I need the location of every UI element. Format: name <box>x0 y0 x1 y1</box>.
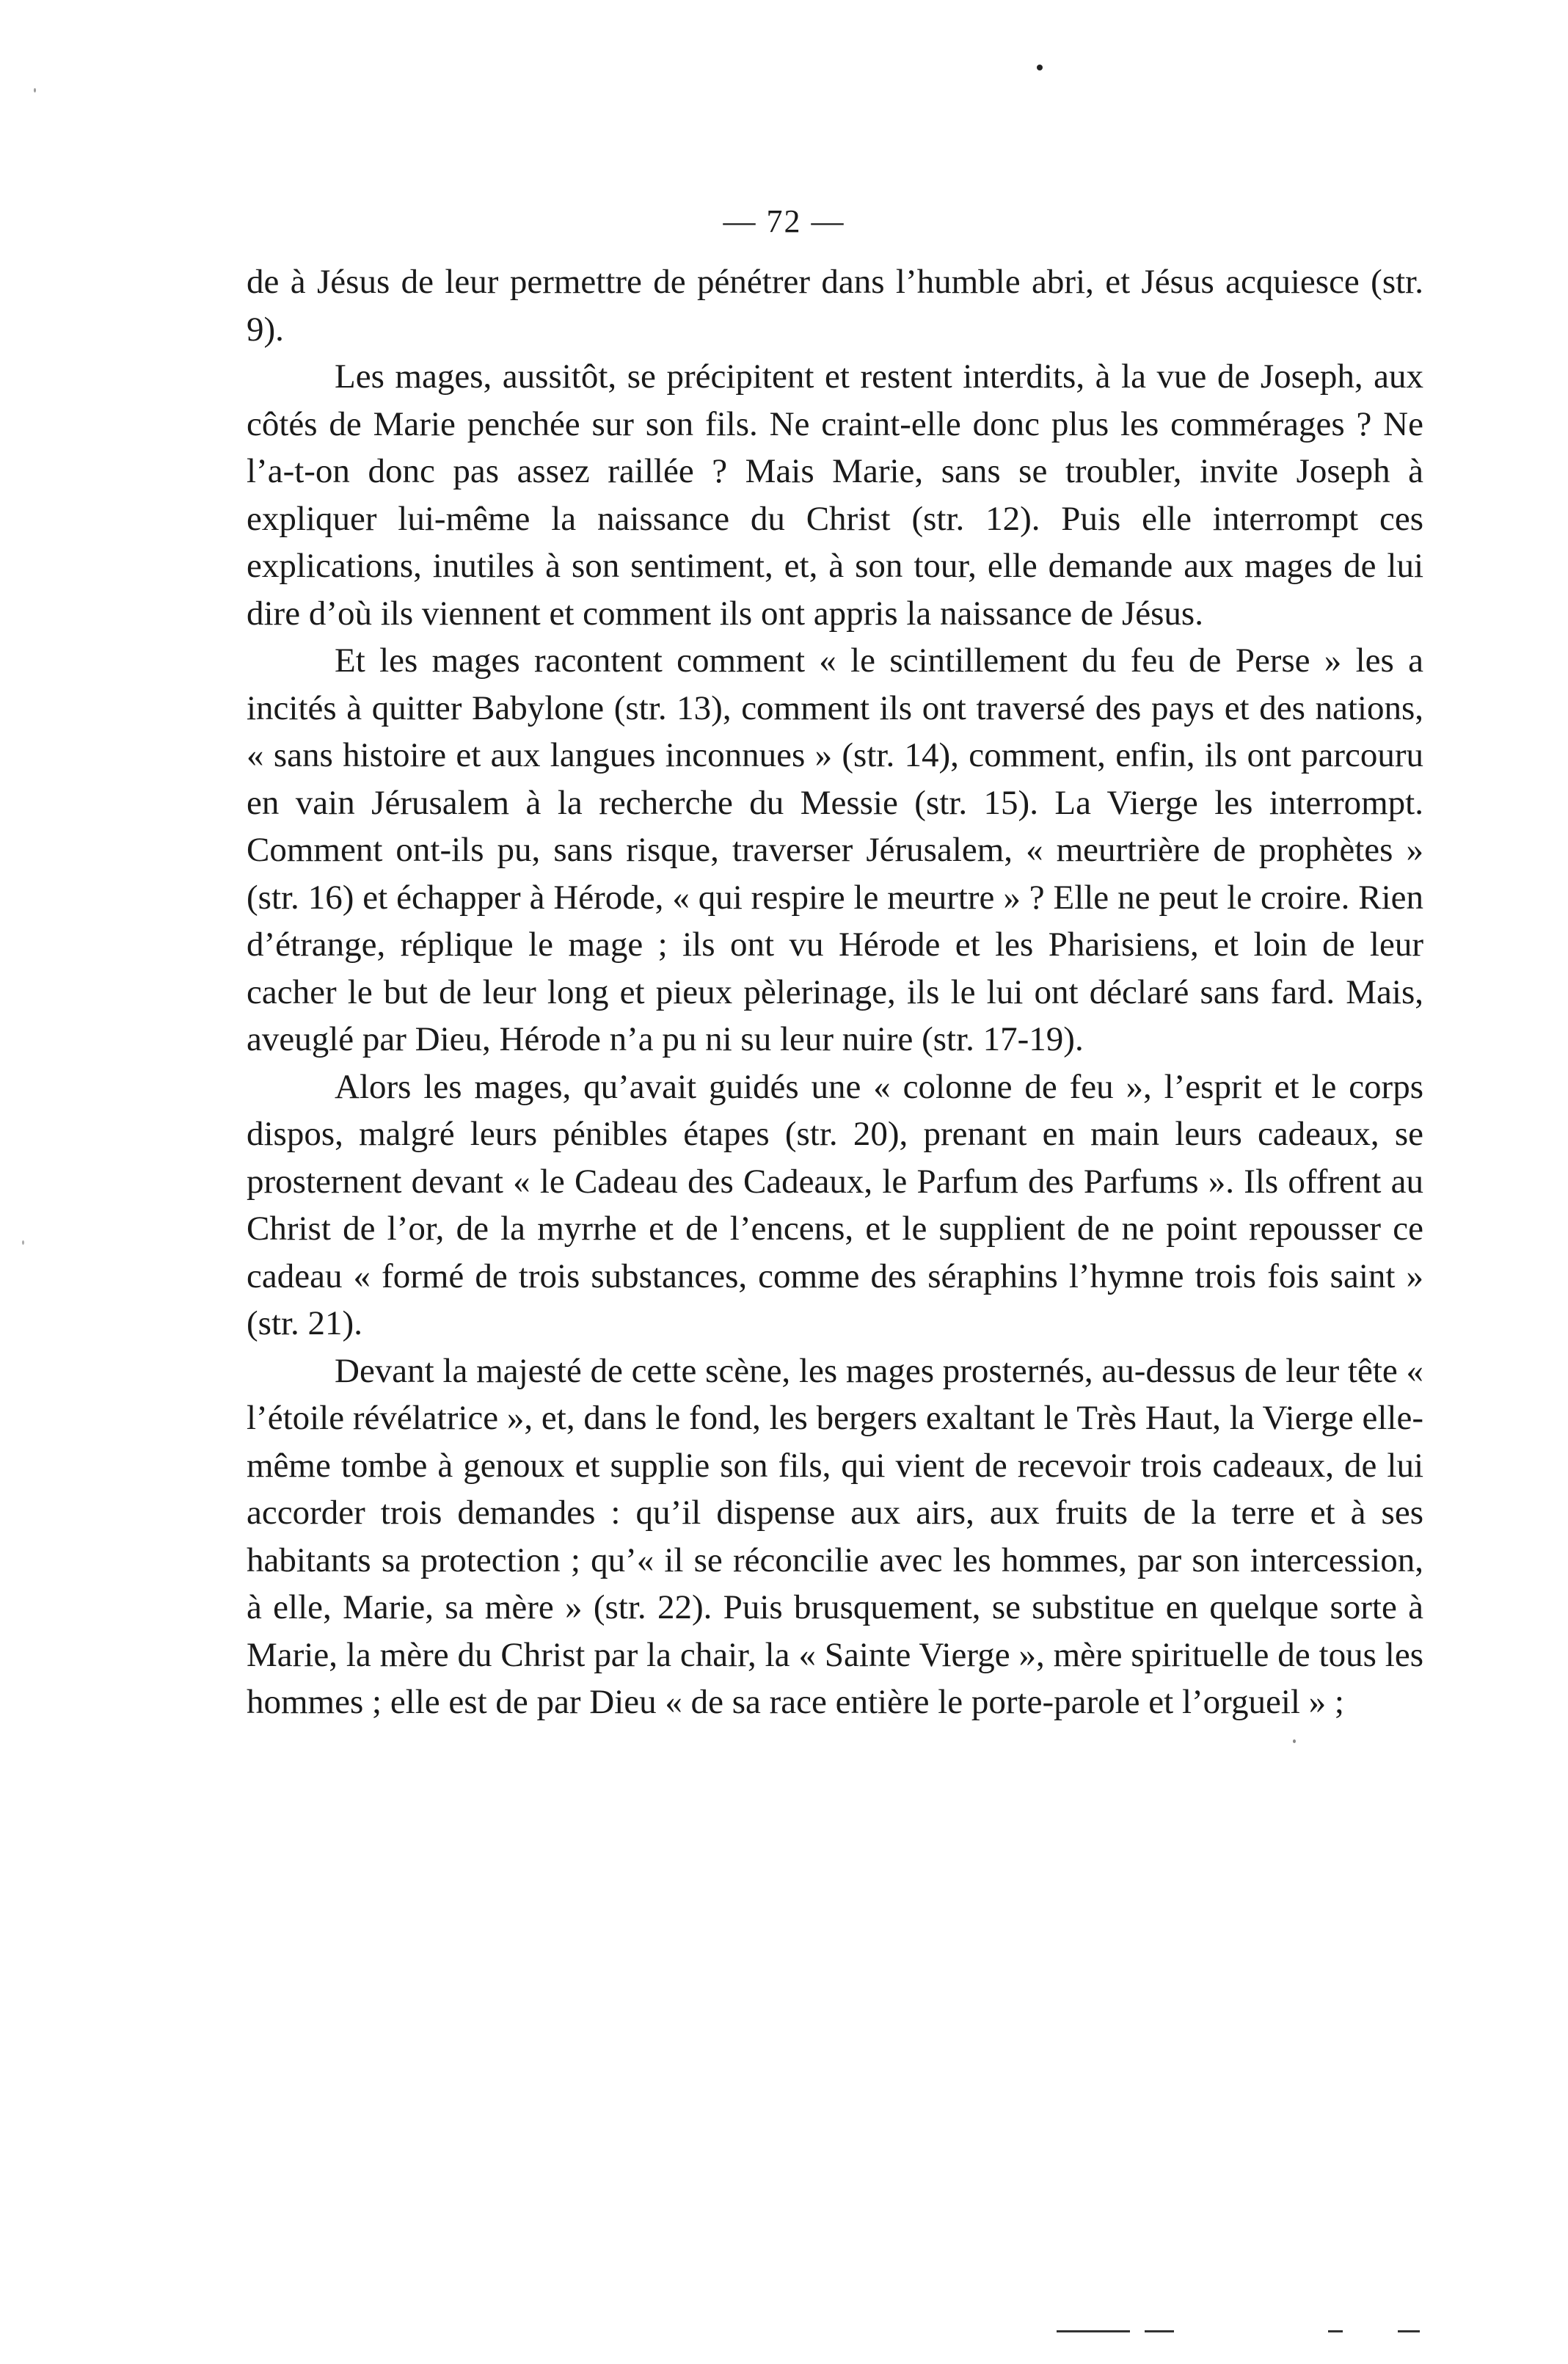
paragraph-4: Alors les mages, qu’avait guidés une « colonne de feu », l’esprit et le corps dispos, malgré leurs pénibles étapes (str. 20), prenant en main leurs cadeaux, se prosternent devant « le Cadeau des Cadeaux, le Parfum des Parfums ». Ils offrent au Christ de l’or, de la myrrhe et de l’encens, et le supplient de ne point repousser ce cadeau « formé de trois substances, comme des séraphins l’hymne trois fois saint » (str. 21). <box>247 1067 1423 1342</box>
scan-footer-mark <box>1145 2330 1174 2332</box>
page-number: — 72 — <box>723 203 845 239</box>
scan-footer-mark <box>1328 2330 1343 2332</box>
scan-speck <box>22 1240 24 1245</box>
paragraph-3: Et les mages racontent comment « le scintillement du feu de Perse » les a incités à quitter Babylone (str. 13), comment ils ont traversé des pays et des nations, « sans histoire et aux langues inconnues » (str. 14), comment, enfin, ils ont parcouru en vain Jérusalem à la recherche du Messie (str. 15). La Vierge les interrompt. Comment ont-ils pu, sans risque, traverser Jérusalem, « meurtrière de prophètes » (str. 16) et échapper à Hérode, « qui respire le meurtre » ? Elle ne peut le croire. Rien d’étrange, réplique le mage ; ils ont vu Hérode et les Pharisiens, et loin de leur cacher le but de leur long et pieux pèlerinage, ils le lui ont déclaré sans fard. Mais, aveuglé par Dieu, Hérode n’a pu ni su leur nuire (str. 17-19). <box>247 641 1423 1058</box>
paragraph-1: de à Jésus de leur permettre de pénétrer dans l’humble abri, et Jésus acquiesce (str. 9). <box>247 263 1423 349</box>
scan-speck <box>34 88 36 92</box>
scan-speck <box>1293 1739 1296 1743</box>
scan-footer-mark <box>1057 2330 1130 2332</box>
body-text <box>247 258 1423 1726</box>
scan-footer-mark <box>1398 2330 1420 2332</box>
paragraph-2: Les mages, aussitôt, se précipitent et restent interdits, à la vue de Joseph, aux côtés de Marie penchée sur son fils. Ne craint-elle donc plus les commérages ? Ne l’a-t-on donc pas assez raillée ? Mais Marie, sans se troubler, invite Joseph à expliquer lui-même la naissance du Christ (str. 12). Puis elle interrompt ces explications, inutiles à son sentiment, et, à son tour, elle demande aux mages de lui dire d’où ils viennent et comment ils ont appris la naissance de Jésus. <box>247 357 1423 633</box>
scan-speck <box>1037 65 1043 70</box>
paragraph-5: Devant la majesté de cette scène, les mages prosternés, au-dessus de leur tête « l’étoile révélatrice », et, dans le fond, les bergers exaltant le Très Haut, la Vierge elle-même tombe à genoux et supplie son fils, qui vient de recevoir trois cadeaux, de lui accorder trois demandes : qu’il dispense aux airs, aux fruits de la terre et à ses habitants sa protection ; qu’« il se réconcilie avec les hommes, par son intercession, à elle, Marie, sa mère » (str. 22). Puis brusquement, se substitue en quelque sorte à Marie, la mère du Christ par la chair, la « Sainte Vierge », mère spirituelle de tous les hommes ; elle est de par Dieu « de sa race entière le porte-parole et l’orgueil » ; <box>247 1351 1423 1721</box>
